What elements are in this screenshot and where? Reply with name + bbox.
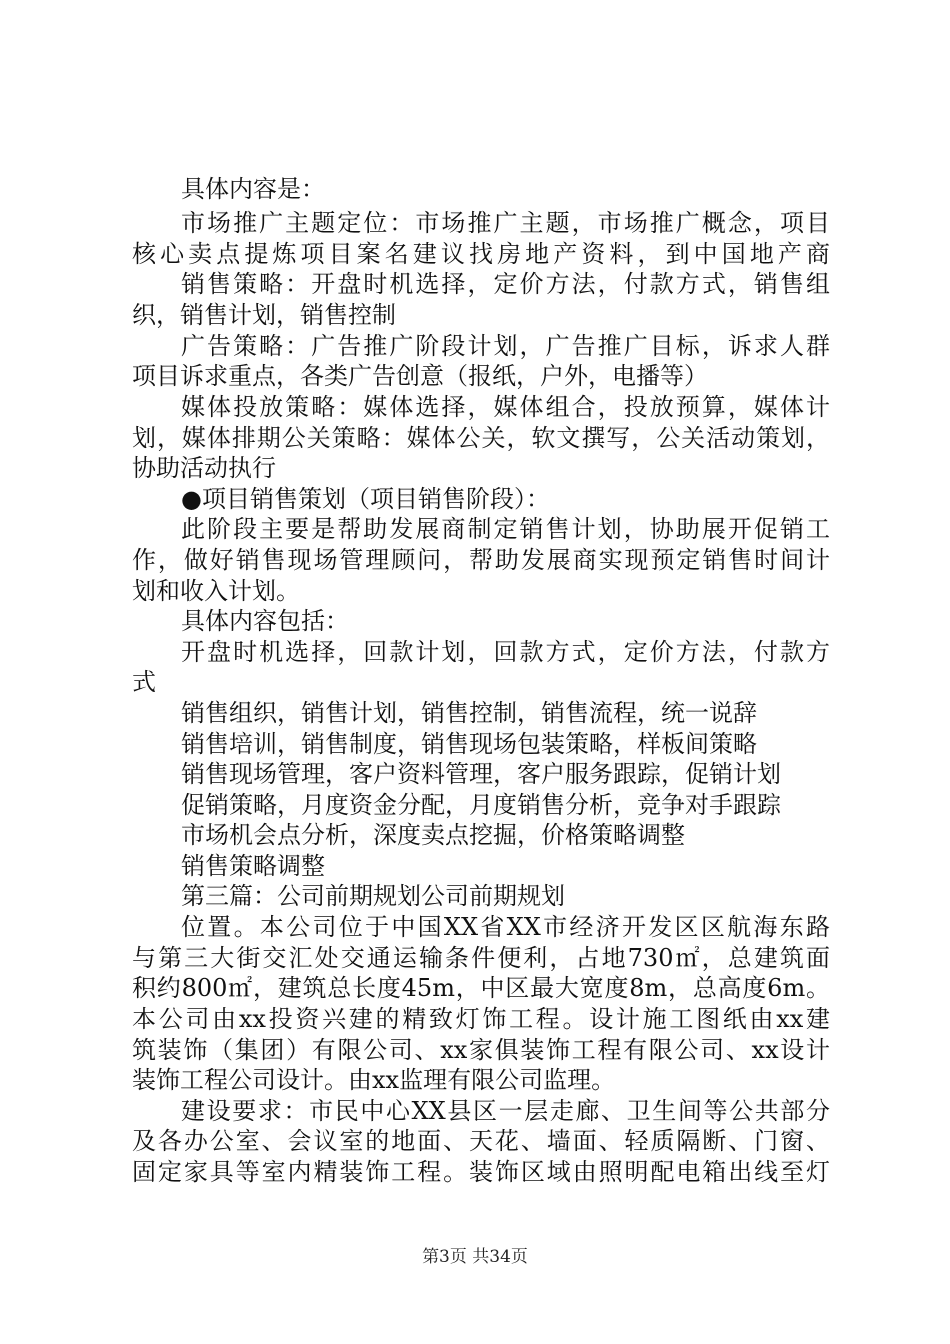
text-line: 作，做好销售现场管理顾问，帮助发展商实现预定销售时间计 <box>132 546 830 574</box>
text-line: 装饰工程公司设计。由xx监理有限公司监理。 <box>132 1066 616 1094</box>
text-line: 市场机会点分析，深度卖点挖掘，价格策略调整 <box>181 821 685 849</box>
text-line: 项目诉求重点，各类广告创意（报纸，户外，电播等） <box>132 362 708 390</box>
text-line: 销售策略：开盘时机选择，定价方法，付款方式，销售组 <box>181 270 830 298</box>
text-line: 核心卖点提炼项目案名建议找房地产资料，到中国地产商 <box>132 240 830 268</box>
text-line: 积约800㎡，建筑总长度45m，中区最大宽度8m，总高度6m。 <box>132 974 830 1002</box>
section-heading: ●项目销售策划（项目销售阶段）： <box>181 485 550 513</box>
text-line: 市场推广主题定位：市场推广主题，市场推广概念，项目 <box>181 209 830 237</box>
text-line: 固定家具等室内精装饰工程。装饰区域由照明配电箱出线至灯 <box>132 1158 830 1186</box>
text-line: 与第三大街交汇处交通运输条件便利，占地730㎡，总建筑面 <box>132 944 830 972</box>
text-line: 织，销售计划，销售控制 <box>132 301 396 329</box>
text-line: 建设要求：市民中心XX县区一层走廊、卫生间等公共部分 <box>181 1097 830 1125</box>
text-line: 媒体投放策略：媒体选择，媒体组合，投放预算，媒体计 <box>181 393 830 421</box>
text-line: 此阶段主要是帮助发展商制定销售计划，协助展开促销工 <box>181 515 830 543</box>
text-line: 及各办公室、会议室的地面、天花、墙面、轻质隔断、门窗、 <box>132 1127 830 1155</box>
text-line: 式 <box>132 668 156 696</box>
text-line: 位置。本公司位于中国XX省XX市经济开发区区航海东路 <box>181 913 830 941</box>
text-line: 广告策略：广告推广阶段计划，广告推广目标，诉求人群 <box>181 332 830 360</box>
text-line: 本公司由xx投资兴建的精致灯饰工程。设计施工图纸由xx建 <box>132 1005 830 1033</box>
text-line: 划，媒体排期公关策略：媒体公关，软文撰写，公关活动策划， <box>132 424 830 452</box>
text-line: 协助活动执行 <box>132 454 276 482</box>
text-line: 促销策略，月度资金分配，月度销售分析，竞争对手跟踪 <box>181 791 781 819</box>
text-line: 筑装饰（集团）有限公司、xx家俱装饰工程有限公司、xx设计 <box>132 1036 830 1064</box>
text-line: 销售组织，销售计划，销售控制，销售流程，统一说辞 <box>181 699 757 727</box>
text-line: 具体内容包括： <box>181 607 349 635</box>
text-line: 销售培训，销售制度，销售现场包装策略，样板间策略 <box>181 730 757 758</box>
section-heading: 第三篇：公司前期规划公司前期规划 <box>181 882 565 910</box>
text-line: 开盘时机选择，回款计划，回款方式，定价方法，付款方 <box>181 638 830 666</box>
text-line: 销售策略调整 <box>181 852 325 880</box>
text-line: 划和收入计划。 <box>132 577 300 605</box>
text-line: 销售现场管理，客户资料管理，客户服务跟踪，促销计划 <box>181 760 781 788</box>
text-line: 具体内容是： <box>181 175 325 203</box>
page-footer: 第3页 共34页 <box>422 1247 528 1267</box>
